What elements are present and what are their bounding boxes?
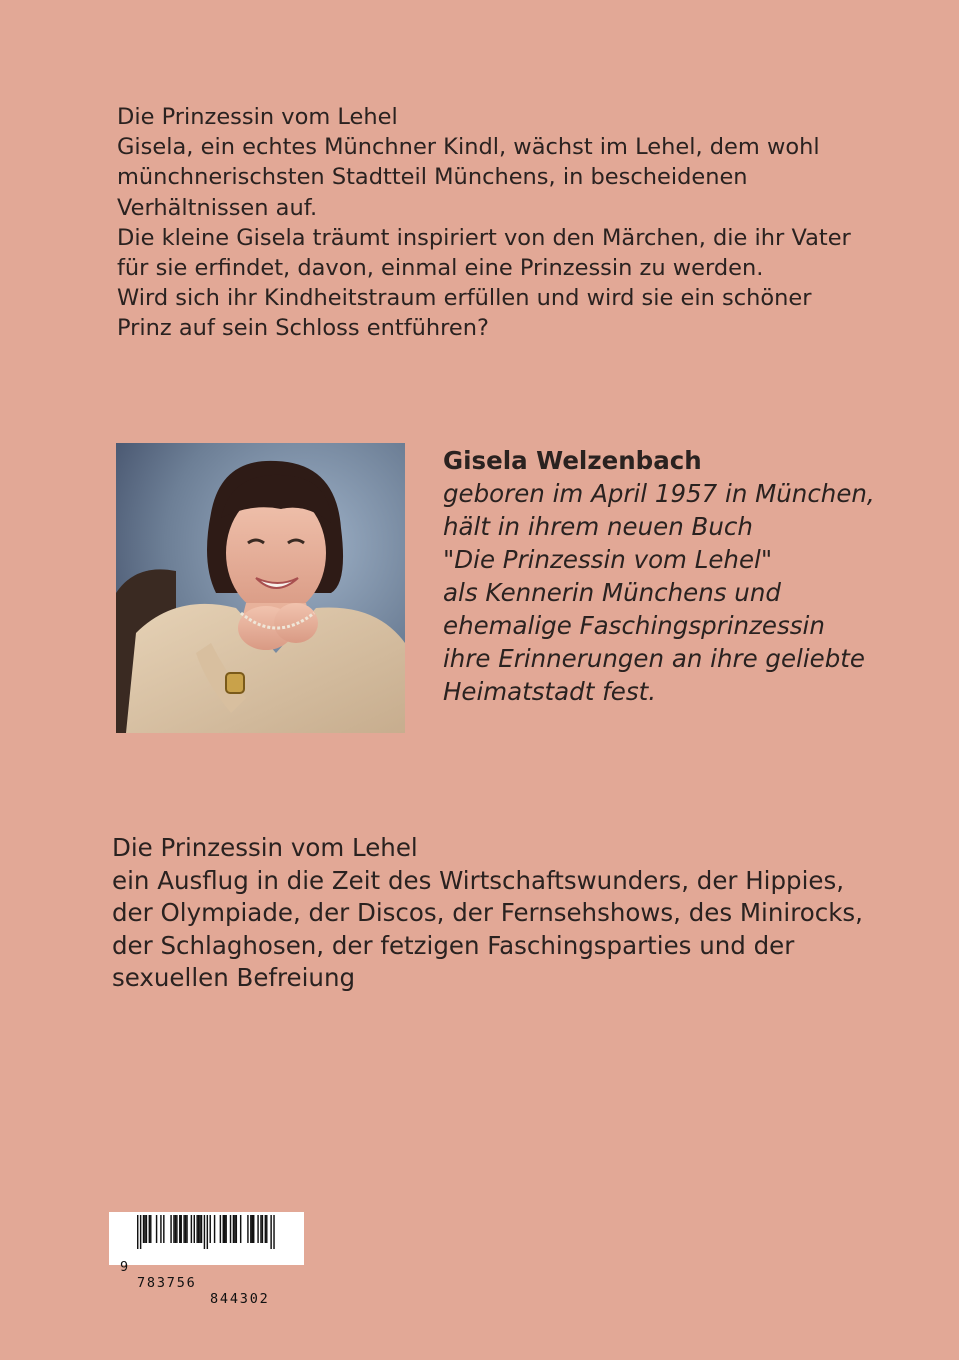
- barcode-bar: [173, 1215, 174, 1243]
- barcode-bar: [163, 1215, 164, 1243]
- bio-line: hält in ihrem neuen Buch: [443, 512, 753, 541]
- barcode-bar: [225, 1215, 226, 1243]
- barcode-bar: [252, 1215, 253, 1243]
- barcode-bar: [223, 1215, 224, 1243]
- barcode-bar: [257, 1215, 258, 1243]
- bio-line: geboren im April 1957 in München,: [443, 479, 875, 508]
- barcode-bar: [179, 1215, 180, 1243]
- barcode-bar: [233, 1215, 234, 1243]
- barcode-bar: [175, 1215, 176, 1243]
- bio-line: ehemalige Faschingsprinzessin: [443, 611, 825, 640]
- bio-line: "Die Prinzessin vom Lehel": [443, 545, 773, 574]
- barcode-bar: [220, 1215, 221, 1243]
- barcode-bar: [198, 1215, 199, 1243]
- barcode-bar: [224, 1215, 225, 1243]
- barcode-bar: [170, 1215, 171, 1243]
- barcode-bar: [160, 1215, 161, 1243]
- barcode-bar: [185, 1215, 186, 1243]
- closing-title: Die Prinzessin vom Lehel: [112, 833, 418, 862]
- barcode-bar: [201, 1215, 202, 1243]
- barcode-bar: [266, 1215, 267, 1243]
- barcode-bar: [186, 1215, 187, 1243]
- blurb-line: Prinz auf sein Schloss entführen?: [117, 315, 489, 342]
- barcode-bar: [144, 1215, 145, 1243]
- isbn-barcode: [109, 1212, 304, 1307]
- barcode-bar: [230, 1215, 231, 1243]
- barcode-bar: [234, 1215, 235, 1243]
- blurb-line: münchnerischsten Stadtteil Münchens, in bescheidenen: [117, 164, 748, 191]
- blurb-text: [117, 102, 877, 344]
- barcode-digits: [109, 1243, 304, 1323]
- barcode-bar: [214, 1215, 215, 1243]
- barcode-bar: [191, 1215, 192, 1243]
- blurb-line: für sie erfindet, davon, einmal eine Prinzessin zu werden.: [117, 255, 764, 282]
- barcode-bar: [250, 1215, 251, 1243]
- barcode-bar: [265, 1215, 266, 1243]
- barcode-bar: [247, 1215, 248, 1243]
- closing-text: [112, 832, 912, 995]
- bio-line: Heimatstadt fest.: [443, 677, 656, 706]
- barcode-bar: [210, 1215, 211, 1243]
- barcode-bar: [199, 1215, 200, 1243]
- blurb-title: Die Prinzessin vom Lehel: [117, 104, 398, 130]
- blurb-line: Gisela, ein echtes Münchner Kindl, wächst im Lehel, dem wohl: [117, 134, 820, 161]
- blurb-line: Wird sich ihr Kindheitstraum erfüllen und wird sie ein schöner: [117, 285, 812, 312]
- barcode-bar: [196, 1215, 197, 1243]
- barcode-bar: [143, 1215, 144, 1243]
- barcode-digits-left: 783756: [137, 1275, 197, 1291]
- barcode-bar: [156, 1215, 157, 1243]
- blurb-line: Verhältnissen auf.: [117, 194, 318, 221]
- barcode-bar: [236, 1215, 237, 1243]
- blurb-line: Die kleine Gisela träumt inspiriert von den Märchen, die ihr Vater: [117, 224, 851, 251]
- barcode-bar: [262, 1215, 263, 1243]
- closing-line: ein Ausflug in die Zeit des Wirtschaftswunders, der Hippies,: [112, 865, 845, 895]
- barcode-digits-right: 844302: [210, 1291, 270, 1307]
- barcode-bar: [150, 1215, 151, 1243]
- closing-line: sexuellen Befreiung: [112, 963, 356, 992]
- closing-line: der Schlaghosen, der fetzigen Faschingsparties und der: [112, 930, 795, 960]
- closing-line: der Olympiade, der Discos, der Fernsehshows, des Minirocks,: [112, 898, 863, 927]
- author-name: Gisela Welzenbach: [443, 446, 702, 475]
- barcode-bar: [149, 1215, 150, 1243]
- author-bio: [443, 444, 923, 708]
- barcode-bar: [176, 1215, 177, 1243]
- barcode-bar: [194, 1215, 195, 1243]
- barcode-bar: [253, 1215, 254, 1243]
- author-photo: [116, 443, 405, 733]
- bio-line: als Kennerin Münchens und: [443, 578, 781, 607]
- barcode-bar: [181, 1215, 182, 1243]
- barcode-digit-first: 9: [120, 1259, 129, 1275]
- barcode-bar: [260, 1215, 261, 1243]
- barcode-bar: [146, 1215, 147, 1243]
- barcode-bar: [183, 1215, 184, 1243]
- barcode-bar: [240, 1215, 241, 1243]
- bio-line: ihre Erinnerungen an ihre geliebte: [443, 644, 865, 673]
